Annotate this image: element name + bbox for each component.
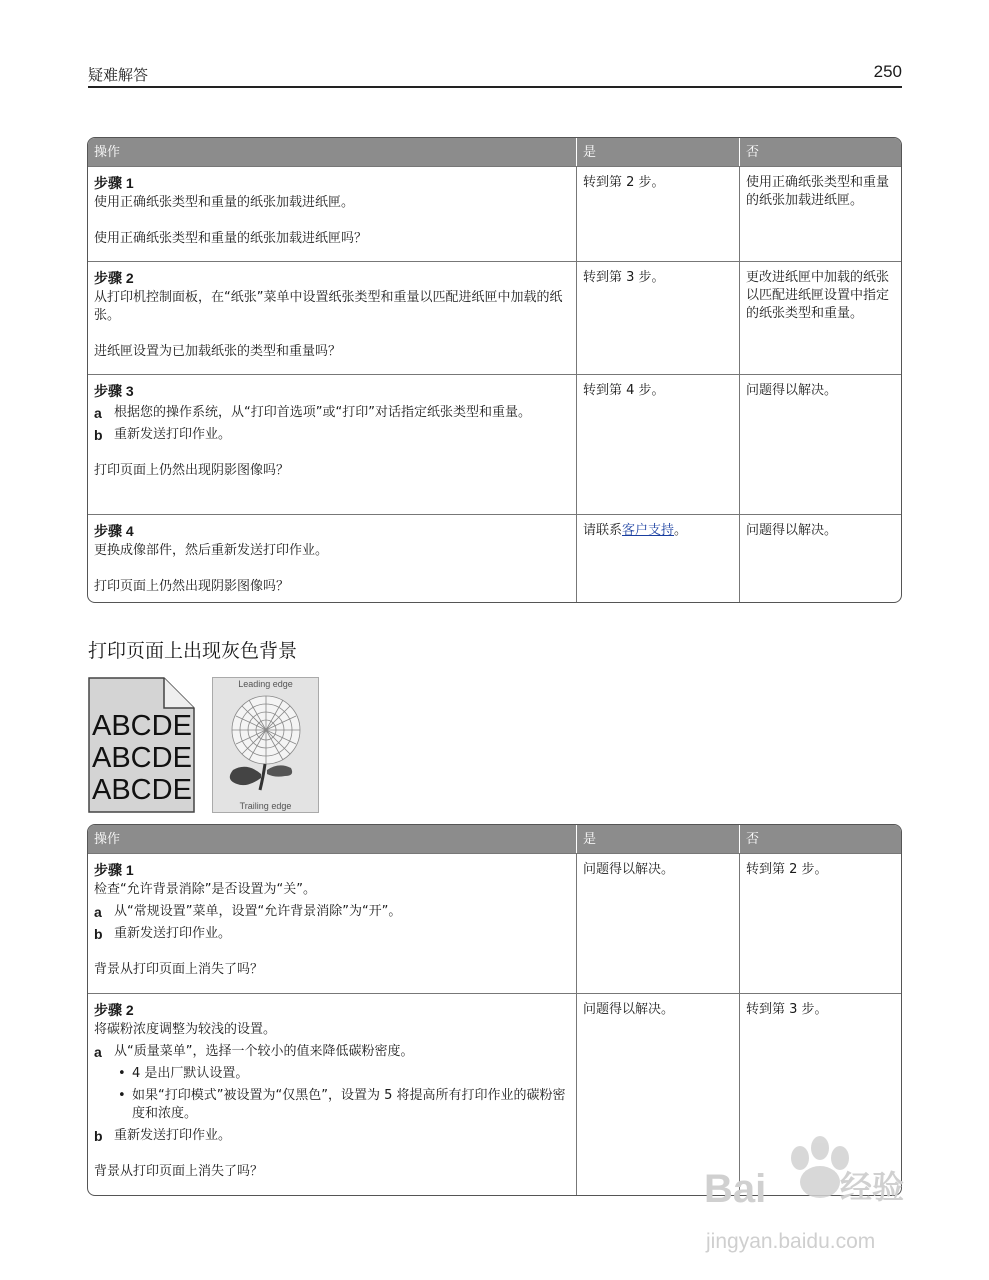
step-text: 更换成像部件，然后重新发送打印作业。: [94, 543, 329, 558]
table-header-row: [88, 138, 901, 166]
step-text: 从打印机控制面板，在“纸张”菜单中设置纸张类型和重量以匹配进纸匣中加载的纸张。: [94, 290, 563, 323]
step-question: 背景从打印页面上消失了吗？: [94, 1164, 264, 1179]
substep-b: [94, 925, 570, 943]
no-cell: 转到第 3 步。: [739, 993, 901, 1195]
step-label: 步骤 1: [94, 175, 134, 191]
substep-letter: b: [94, 926, 103, 942]
substep-text: 重新发送打印作业。: [114, 1128, 232, 1143]
col-no: 否: [739, 825, 901, 853]
substep-letter: b: [94, 427, 103, 443]
baidu-jingyan-watermark: [700, 1130, 940, 1260]
table-header-row: [88, 825, 901, 853]
yes-prefix: 请联系: [583, 523, 623, 538]
bullet-icon: •: [118, 1088, 126, 1103]
page-number: 250: [873, 62, 902, 81]
yes-cell: 转到第 4 步。: [576, 374, 739, 514]
no-cell: 问题得以解决。: [739, 374, 901, 514]
table-row: [88, 374, 901, 514]
substep-a: [94, 1043, 570, 1061]
action-cell: [88, 853, 576, 993]
substep-text: 从“质量菜单”，选择一个较小的值来降低碳粉密度。: [114, 1044, 414, 1059]
step-text: 检查“允许背景消除”是否设置为“关”。: [94, 882, 316, 897]
table-row: [88, 166, 901, 261]
step-label: 步骤 4: [94, 523, 134, 539]
substep-letter: b: [94, 1128, 103, 1144]
step-label: 步骤 3: [94, 383, 134, 399]
step-text: 将碳粉浓度调整为较浅的设置。: [94, 1022, 277, 1037]
sample-text-line: ABCDE: [92, 742, 192, 774]
sample-text-line: ABCDE: [92, 774, 192, 806]
no-cell: 使用正确纸张类型和重量的纸张加载进纸匣。: [739, 166, 901, 261]
substep-b: [94, 1127, 570, 1145]
action-cell: [88, 514, 576, 602]
substep-text: 根据您的操作系统，从“打印首选项”或“打印”对话指定纸张类型和重量。: [114, 405, 531, 420]
step-question: 打印页面上仍然出现阴影图像吗？: [94, 579, 290, 594]
action-cell: [88, 166, 576, 261]
step-text: 使用正确纸张类型和重量的纸张加载进纸匣。: [94, 195, 355, 210]
substep-b: [94, 426, 570, 444]
no-cell: 更改进纸匣中加载的纸张以匹配进纸匣设置中指定的纸张类型和重量。: [739, 261, 901, 374]
section-title: 打印页面上出现灰色背景: [88, 640, 298, 662]
bullet-text: 如果“打印模式”被设置为“仅黑色”，设置为 5 将提高所有打印作业的碳粉密度和浓度。: [132, 1088, 566, 1121]
section-name: 疑难解答: [88, 66, 149, 84]
step-question: 背景从打印页面上消失了吗？: [94, 962, 264, 977]
yes-cell: [576, 514, 739, 602]
action-cell: [88, 374, 576, 514]
bullet-icon: •: [118, 1066, 126, 1081]
page-header: [88, 62, 902, 88]
watermark-url: jingyan.baidu.com: [706, 1230, 876, 1253]
substep-text: 重新发送打印作业。: [114, 926, 232, 941]
bullet-item: [118, 1065, 570, 1083]
bullet-item: [118, 1087, 570, 1123]
watermark-brand: Bai: [704, 1167, 767, 1211]
gray-background-sample-illustration: [88, 677, 196, 817]
action-cell: [88, 261, 576, 374]
watermark-brand-cn: 经验: [840, 1168, 905, 1206]
substep-letter: a: [94, 1044, 102, 1060]
flower-print-sample: [212, 677, 319, 813]
substep-a: [94, 903, 570, 921]
step-label: 步骤 1: [94, 862, 134, 878]
col-action: 操作: [88, 138, 576, 166]
no-cell: 问题得以解决。: [739, 514, 901, 602]
yes-cell: 问题得以解决。: [576, 853, 739, 993]
substep-text: 从“常规设置”菜单，设置“允许背景消除”为“开”。: [114, 904, 402, 919]
step-question: 进纸匣设置为已加载纸张的类型和重量吗？: [94, 344, 342, 359]
trailing-edge-label: Trailing edge: [239, 801, 292, 811]
customer-support-link[interactable]: 客户支持: [622, 523, 675, 538]
table-row: [88, 853, 901, 993]
substep-letter: a: [94, 904, 102, 920]
substep-a: [94, 404, 570, 422]
col-action: 操作: [88, 825, 576, 853]
step-question: 打印页面上仍然出现阴影图像吗？: [94, 463, 290, 478]
leading-edge-label: Leading edge: [238, 679, 293, 689]
col-yes: 是: [576, 138, 739, 166]
substep-letter: a: [94, 405, 102, 421]
col-no: 否: [739, 138, 901, 166]
step-label: 步骤 2: [94, 1002, 134, 1018]
paw-icon: [700, 1130, 940, 1260]
yes-suffix: 。: [674, 523, 688, 538]
troubleshooting-table-1: [87, 137, 902, 603]
yes-cell: 转到第 2 步。: [576, 166, 739, 261]
table-row: [88, 514, 901, 602]
action-cell: [88, 993, 576, 1195]
substep-text: 重新发送打印作业。: [114, 427, 232, 442]
sample-text-line: ABCDE: [92, 710, 192, 742]
yes-cell: 转到第 3 步。: [576, 261, 739, 374]
step-label: 步骤 2: [94, 270, 134, 286]
paper-sheet-icon: [88, 677, 196, 813]
flower-icon: [213, 678, 318, 812]
table-row: [88, 261, 901, 374]
no-cell: 转到第 2 步。: [739, 853, 901, 993]
bullet-text: 4 是出厂默认设置。: [132, 1066, 249, 1081]
col-yes: 是: [576, 825, 739, 853]
yes-cell: 问题得以解决。: [576, 993, 739, 1195]
step-question: 使用正确纸张类型和重量的纸张加载进纸匣吗？: [94, 231, 368, 246]
